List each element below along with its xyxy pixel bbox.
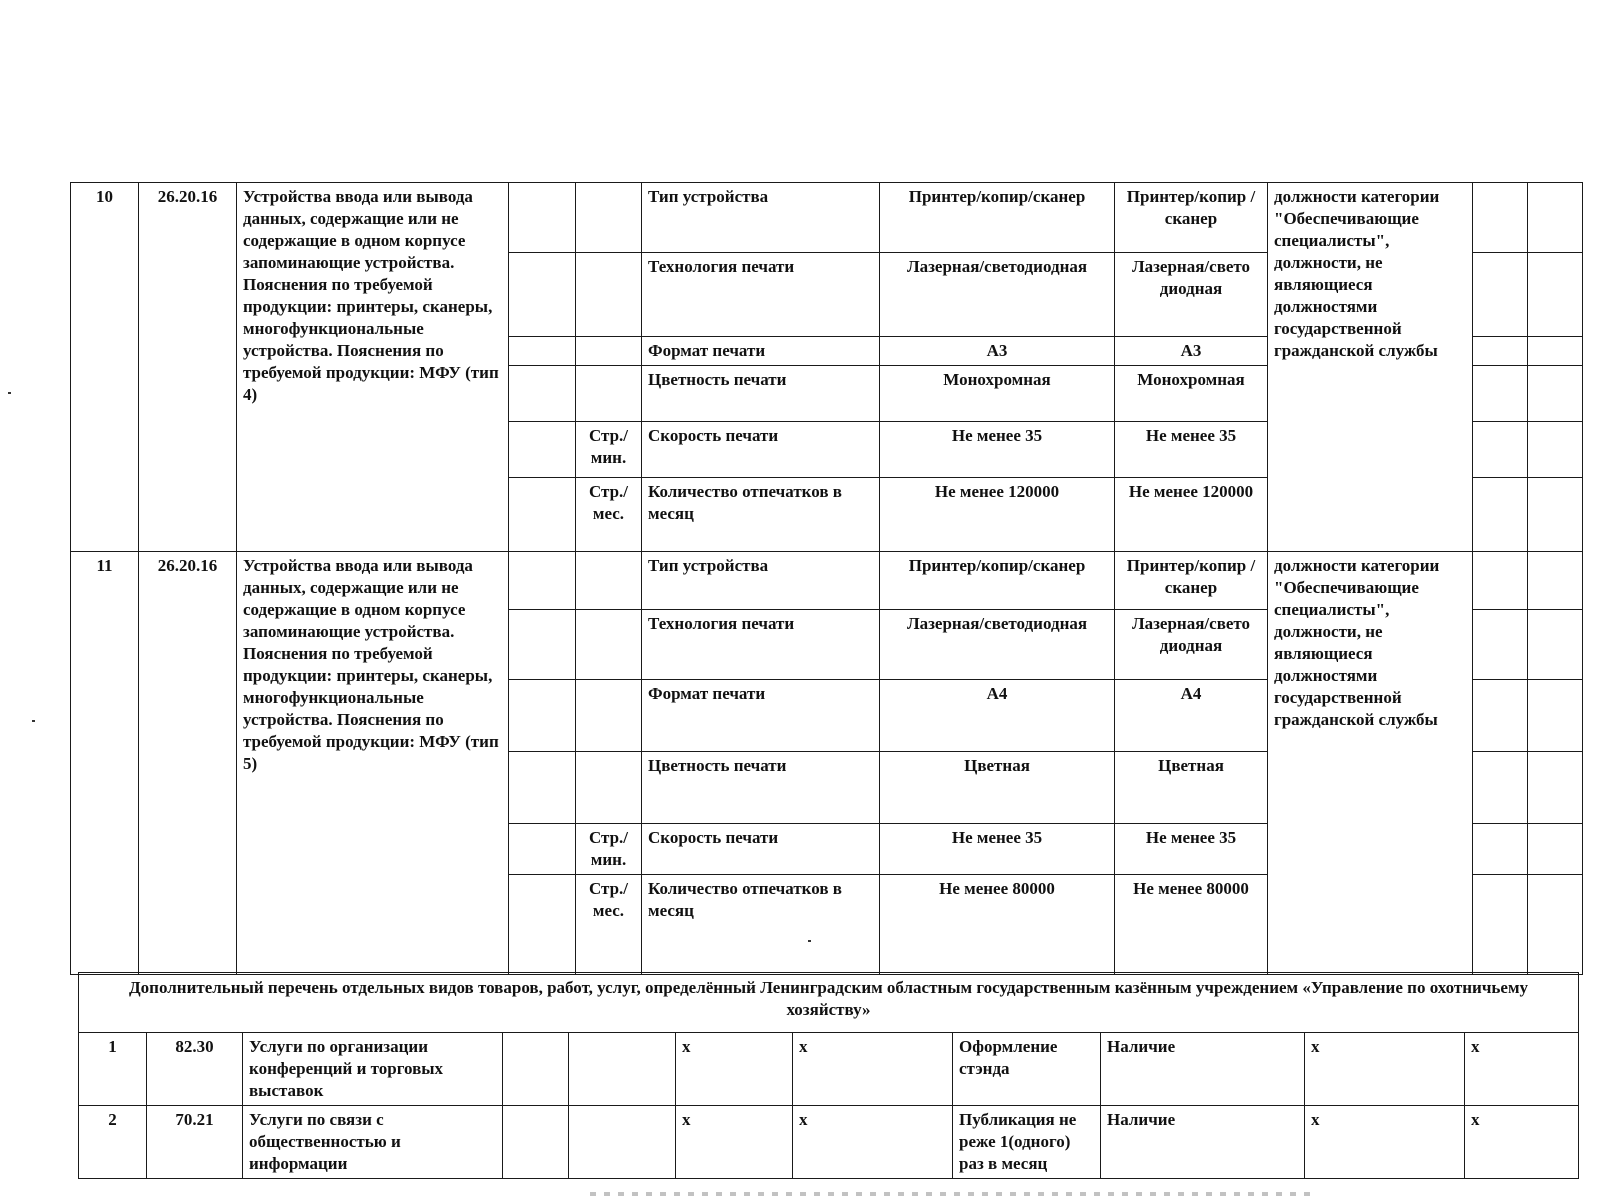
row-number: 11	[71, 552, 139, 975]
characteristic-name: Скорость печати	[642, 422, 880, 478]
row-number: 2	[79, 1106, 147, 1179]
x-mark: x	[1305, 1033, 1465, 1106]
unit-cell	[576, 752, 642, 824]
unit-cell: Стр./ мес.	[576, 875, 642, 975]
okpd-code: 26.20.16	[139, 552, 237, 975]
okpd-code: 82.30	[147, 1033, 243, 1106]
characteristic-name: Формат печати	[642, 337, 880, 366]
value-cell: Лазерная/светодиодная	[880, 253, 1115, 337]
empty-cell	[1528, 610, 1583, 680]
empty-cell	[1473, 680, 1528, 752]
empty-cell	[1473, 824, 1528, 875]
position-category: должности категории "Обеспечивающие специалисты", должности, не являющиеся должностями государственной гражданской службы	[1268, 552, 1473, 975]
value-cell: А3	[880, 337, 1115, 366]
characteristics-table	[70, 182, 1583, 975]
value-cell: Не менее 80000	[880, 875, 1115, 975]
empty-cell	[509, 552, 576, 610]
characteristic-name: Технология печати	[642, 253, 880, 337]
product-name: Устройства ввода или вывода данных, содержащие или не содержащие в одном корпусе запоминающие устройства. Пояснения по требуемой продукции: принтеры, сканеры, многофункциональные устройства. Пояснения по требуемой продукции: МФУ (тип 5)	[237, 552, 509, 975]
empty-cell	[1528, 680, 1583, 752]
empty-cell	[1473, 253, 1528, 337]
scan-speck	[8, 392, 11, 394]
empty-cell	[1528, 552, 1583, 610]
empty-cell	[509, 824, 576, 875]
characteristic-name: Публикация не реже 1(одного) раз в месяц	[953, 1106, 1101, 1179]
empty-cell	[509, 752, 576, 824]
x-mark: x	[1465, 1033, 1579, 1106]
table-row	[79, 1033, 1579, 1106]
empty-cell	[509, 478, 576, 552]
unit-cell	[576, 183, 642, 253]
x-mark: x	[1305, 1106, 1465, 1179]
empty-cell	[1473, 337, 1528, 366]
additional-list-table	[78, 972, 1579, 1179]
empty-cell	[1528, 478, 1583, 552]
characteristic-name: Количество отпечатков в месяц	[642, 478, 880, 552]
okpd-code: 70.21	[147, 1106, 243, 1179]
value-cell: Не менее 35	[880, 824, 1115, 875]
unit-cell: Стр./ мин.	[576, 422, 642, 478]
value-cell: Лазерная/светодиодная	[880, 610, 1115, 680]
product-name: Устройства ввода или вывода данных, содержащие или не содержащие в одном корпусе запоминающие устройства. Пояснения по требуемой продукции: принтеры, сканеры, многофункциональные устройства. Пояснения по требуемой продукции: МФУ (тип 4)	[237, 183, 509, 552]
table-row	[79, 1106, 1579, 1179]
value-cell: Не менее 120000	[1115, 478, 1268, 552]
row-number: 10	[71, 183, 139, 552]
table-row	[71, 552, 1583, 610]
x-mark: x	[793, 1033, 953, 1106]
empty-cell	[509, 366, 576, 422]
value-cell: Наличие	[1101, 1033, 1305, 1106]
empty-cell	[1473, 183, 1528, 253]
value-cell: Лазерная/свето диодная	[1115, 610, 1268, 680]
empty-cell	[1528, 752, 1583, 824]
service-name: Услуги по организации конференций и торговых выставок	[243, 1033, 503, 1106]
unit-cell	[576, 610, 642, 680]
value-cell: Цветная	[1115, 752, 1268, 824]
value-cell: Монохромная	[880, 366, 1115, 422]
value-cell: Не менее 35	[1115, 422, 1268, 478]
x-mark: x	[676, 1033, 793, 1106]
characteristic-name: Тип устройства	[642, 183, 880, 253]
empty-cell	[1528, 824, 1583, 875]
empty-cell	[1473, 752, 1528, 824]
characteristic-name: Технология печати	[642, 610, 880, 680]
value-cell: Не менее 80000	[1115, 875, 1268, 975]
unit-cell: Стр./ мес.	[576, 478, 642, 552]
value-cell: Принтер/копир/сканер	[880, 552, 1115, 610]
characteristic-name: Цветность печати	[642, 366, 880, 422]
empty-cell	[1473, 875, 1528, 975]
empty-cell	[1473, 610, 1528, 680]
service-name: Услуги по связи с общественностью и информации	[243, 1106, 503, 1179]
empty-cell	[569, 1033, 676, 1106]
value-cell: Цветная	[880, 752, 1115, 824]
value-cell: Принтер/копир /сканер	[1115, 552, 1268, 610]
empty-cell	[1528, 422, 1583, 478]
characteristic-name: Количество отпечатков в месяц	[642, 875, 880, 975]
scan-speck	[808, 940, 811, 942]
characteristic-name: Тип устройства	[642, 552, 880, 610]
empty-cell	[1473, 478, 1528, 552]
x-mark: x	[1465, 1106, 1579, 1179]
table-row	[71, 183, 1583, 253]
empty-cell	[569, 1106, 676, 1179]
empty-cell	[1473, 552, 1528, 610]
value-cell: Принтер/копир/сканер	[880, 183, 1115, 253]
unit-cell	[576, 366, 642, 422]
empty-cell	[1528, 875, 1583, 975]
empty-cell	[1473, 366, 1528, 422]
characteristic-name: Формат печати	[642, 680, 880, 752]
empty-cell	[1528, 337, 1583, 366]
x-mark: x	[676, 1106, 793, 1179]
empty-cell	[509, 875, 576, 975]
scan-speck	[32, 720, 35, 722]
empty-cell	[509, 337, 576, 366]
characteristic-name: Цветность печати	[642, 752, 880, 824]
unit-cell	[576, 680, 642, 752]
okpd-code: 26.20.16	[139, 183, 237, 552]
value-cell: Не менее 35	[880, 422, 1115, 478]
empty-cell	[1528, 366, 1583, 422]
empty-cell	[503, 1033, 569, 1106]
unit-cell	[576, 337, 642, 366]
empty-cell	[1528, 183, 1583, 253]
x-mark: x	[793, 1106, 953, 1179]
row-number: 1	[79, 1033, 147, 1106]
empty-cell	[503, 1106, 569, 1179]
value-cell: Не менее 35	[1115, 824, 1268, 875]
characteristic-name: Скорость печати	[642, 824, 880, 875]
empty-cell	[1528, 253, 1583, 337]
characteristic-name: Оформление стэнда	[953, 1033, 1101, 1106]
section-banner: Дополнительный перечень отдельных видов товаров, работ, услуг, определённый Ленинградским областным государственным казённым учреждением «Управление по охотничьему хозяйству»	[79, 973, 1579, 1033]
section-banner-row	[79, 973, 1579, 1033]
value-cell: А4	[880, 680, 1115, 752]
value-cell: Принтер/копир /сканер	[1115, 183, 1268, 253]
value-cell: Лазерная/свето диодная	[1115, 253, 1268, 337]
position-category: должности категории "Обеспечивающие специалисты", должности, не являющиеся должностями государственной гражданской службы	[1268, 183, 1473, 552]
value-cell: А3	[1115, 337, 1268, 366]
unit-cell	[576, 253, 642, 337]
value-cell: Монохромная	[1115, 366, 1268, 422]
value-cell: Не менее 120000	[880, 478, 1115, 552]
value-cell: Наличие	[1101, 1106, 1305, 1179]
empty-cell	[509, 253, 576, 337]
unit-cell	[576, 552, 642, 610]
empty-cell	[509, 183, 576, 253]
unit-cell: Стр./ мин.	[576, 824, 642, 875]
empty-cell	[509, 680, 576, 752]
value-cell: А4	[1115, 680, 1268, 752]
scan-noise-line	[590, 1192, 1310, 1196]
empty-cell	[1473, 422, 1528, 478]
empty-cell	[509, 610, 576, 680]
empty-cell	[509, 422, 576, 478]
